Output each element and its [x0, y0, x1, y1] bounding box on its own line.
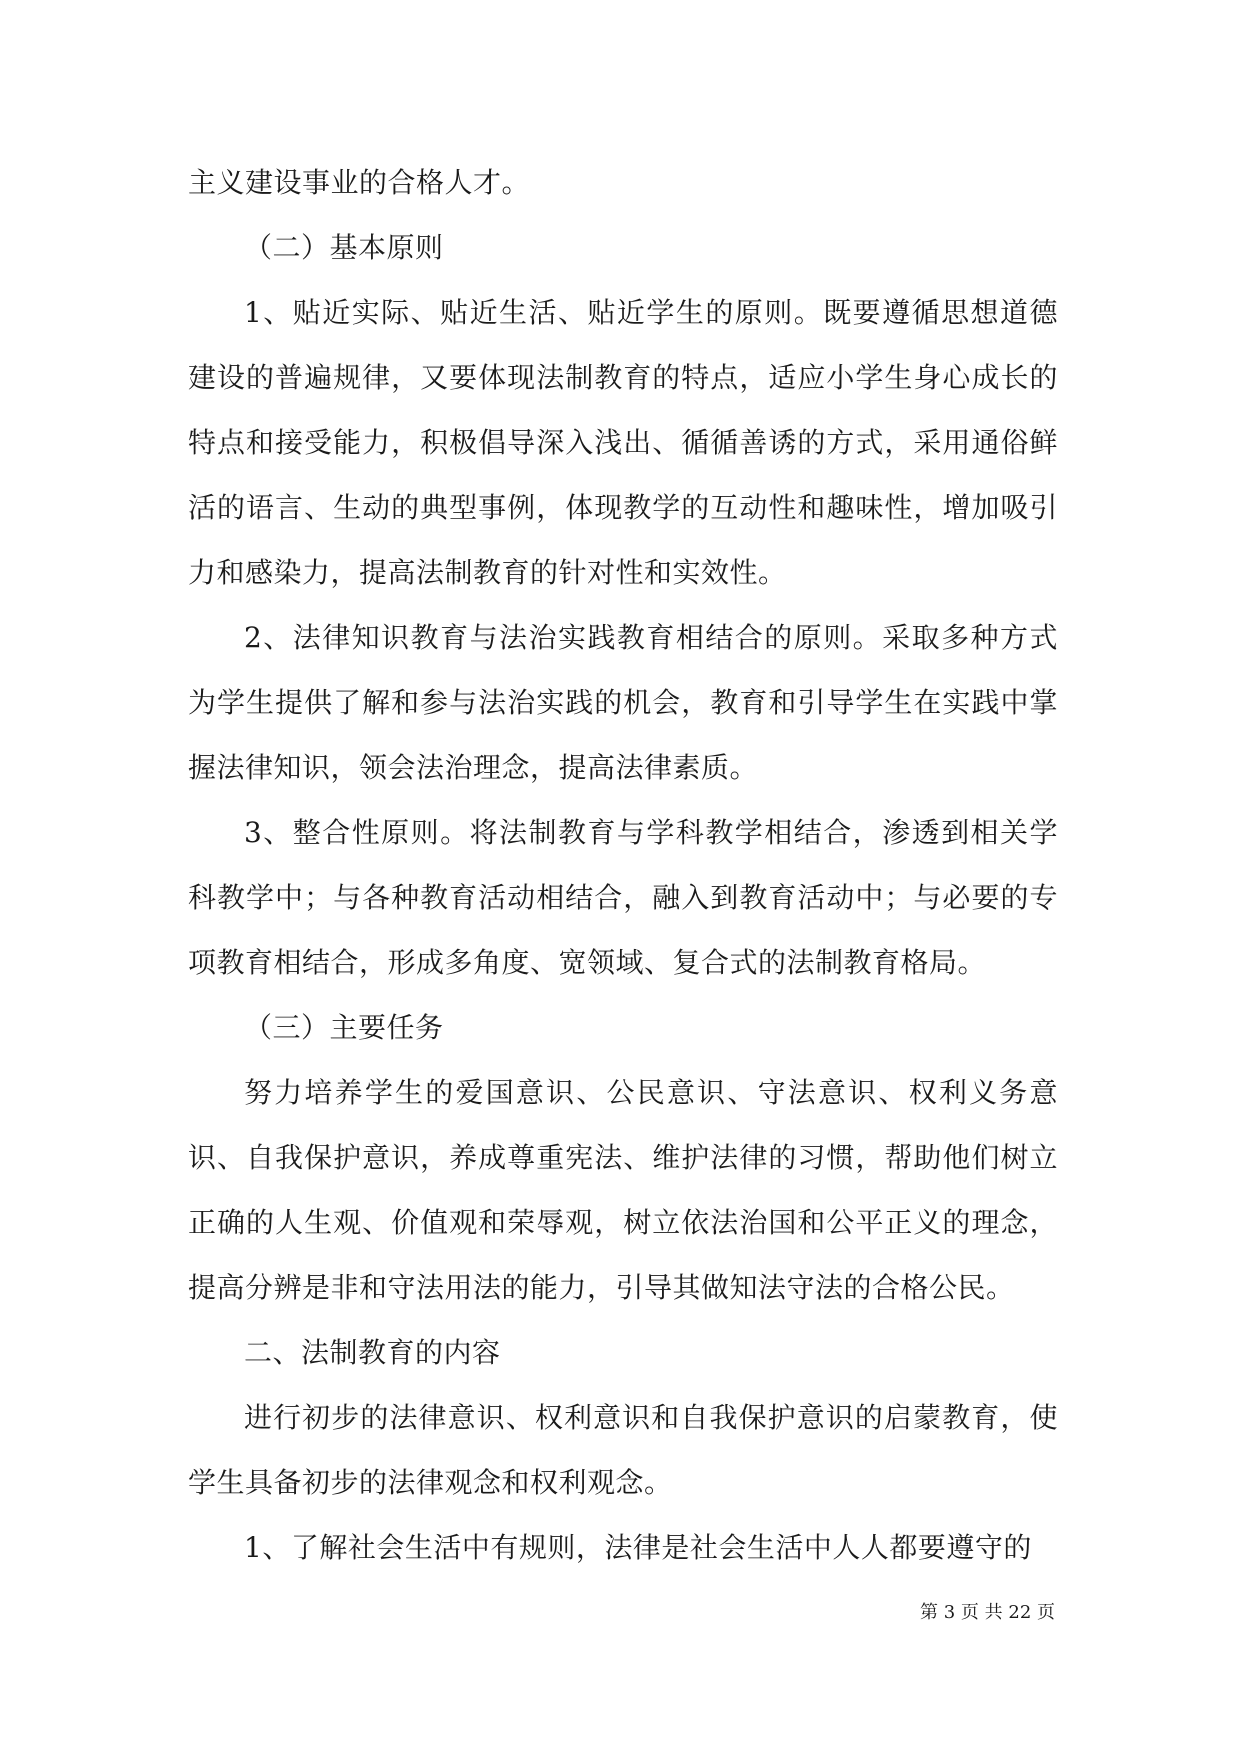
page-number-footer: 第 3 页 共 22 页	[920, 1602, 1055, 1623]
document-body	[188, 150, 1058, 1580]
paragraph-principle-1: 1、贴近实际、贴近生活、贴近学生的原则。既要遵循思想道德建设的普遍规律，又要体现法制教育的特点，适应小学生身心成长的特点和接受能力，积极倡导深入浅出、循循善诱的方式，采用通俗鲜活的语言、生动的典型事例，体现教学的互动性和趣味性，增加吸引力和感染力，提高法制教育的针对性和实效性。	[188, 296, 1058, 589]
paragraph-principle-3: 3、整合性原则。将法制教育与学科教学相结合，渗透到相关学科教学中；与各种教育活动相结合，融入到教育活动中；与必要的专项教育相结合，形成多角度、宽领域、复合式的法制教育格局。	[188, 816, 1058, 979]
paragraph-continuation: 主义建设事业的合格人才。	[188, 166, 531, 199]
section-heading-education-content: 二、法制教育的内容	[244, 1336, 501, 1369]
paragraph-content-item-1: 1、了解社会生活中有规则，法律是社会生活中人人都要遵守的	[244, 1531, 1032, 1564]
section-heading-main-tasks: （三）主要任务	[244, 1011, 444, 1044]
paragraph-main-tasks: 努力培养学生的爱国意识、公民意识、守法意识、权利义务意识、自我保护意识，养成尊重宪法、维护法律的习惯，帮助他们树立正确的人生观、价值观和荣辱观，树立依法治国和公平正义的理念，提高分辨是非和守法用法的能力，引导其做知法守法的合格公民。	[188, 1076, 1058, 1304]
paragraph-principle-2: 2、法律知识教育与法治实践教育相结合的原则。采取多种方式为学生提供了解和参与法治实践的机会，教育和引导学生在实践中掌握法律知识，领会法治理念，提高法律素质。	[188, 621, 1058, 784]
section-heading-basic-principles: （二）基本原则	[244, 231, 444, 264]
paragraph-education-content: 进行初步的法律意识、权利意识和自我保护意识的启蒙教育，使学生具备初步的法律观念和权利观念。	[188, 1401, 1058, 1499]
